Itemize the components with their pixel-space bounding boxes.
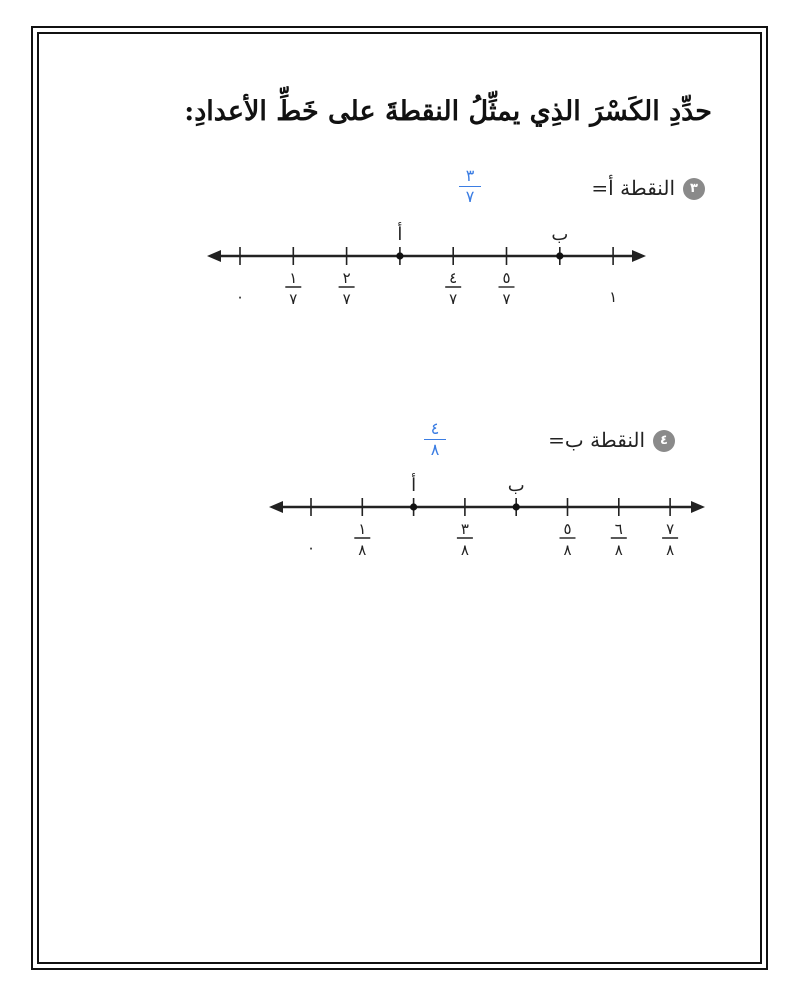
tick-label-denominator: ٧ [502, 290, 511, 308]
point-marker [410, 503, 417, 510]
question-number-badge: ٣ [683, 178, 705, 200]
tick-label-denominator: ٧ [289, 290, 298, 308]
tick-label-denominator: ٨ [666, 541, 675, 559]
tick-label: ٠ [306, 539, 316, 557]
answer-numerator: ٣ [465, 166, 475, 185]
tick-label-numerator: ٥ [563, 520, 572, 538]
tick-label: ٠ [235, 288, 245, 306]
tick-label: ١ [609, 288, 618, 306]
page-title: حدِّدِ الكَسْرَ الذِي يمثِّلُ النقطةَ على خَطِّ الأعدادِ: [184, 96, 712, 127]
point-label: أ [397, 224, 403, 245]
tick-label-numerator: ٦ [614, 520, 623, 538]
tick-label-numerator: ٧ [666, 520, 675, 538]
tick-label-denominator: ٧ [342, 290, 351, 308]
tick-label-numerator: ١ [358, 520, 367, 538]
tick-label-numerator: ٣ [460, 520, 469, 538]
tick-label-denominator: ٨ [358, 541, 367, 559]
tick-label-numerator: ١ [289, 269, 298, 287]
answer-numerator: ٤ [430, 419, 440, 438]
tick-label-denominator: ٨ [563, 541, 572, 559]
axis-arrow-left [269, 501, 283, 513]
answer-denominator: ٨ [430, 440, 440, 459]
point-label: أ [411, 475, 417, 496]
question-label: النقطة أ= [591, 176, 675, 200]
point-marker [513, 503, 520, 510]
question-number-badge: ٤ [653, 430, 675, 452]
tick-label-denominator: ٨ [460, 541, 469, 559]
question-label: النقطة ب= [548, 428, 645, 452]
axis-arrow-right [691, 501, 705, 513]
tick-label-denominator: ٨ [614, 541, 623, 559]
tick-label-denominator: ٧ [449, 290, 458, 308]
point-label: ب [507, 475, 525, 496]
tick-label-numerator: ٥ [502, 269, 511, 287]
tick-label-numerator: ٢ [342, 269, 351, 287]
point-label: ب [551, 224, 569, 245]
answer-denominator: ٧ [465, 187, 475, 206]
tick-label-numerator: ٤ [449, 269, 458, 287]
